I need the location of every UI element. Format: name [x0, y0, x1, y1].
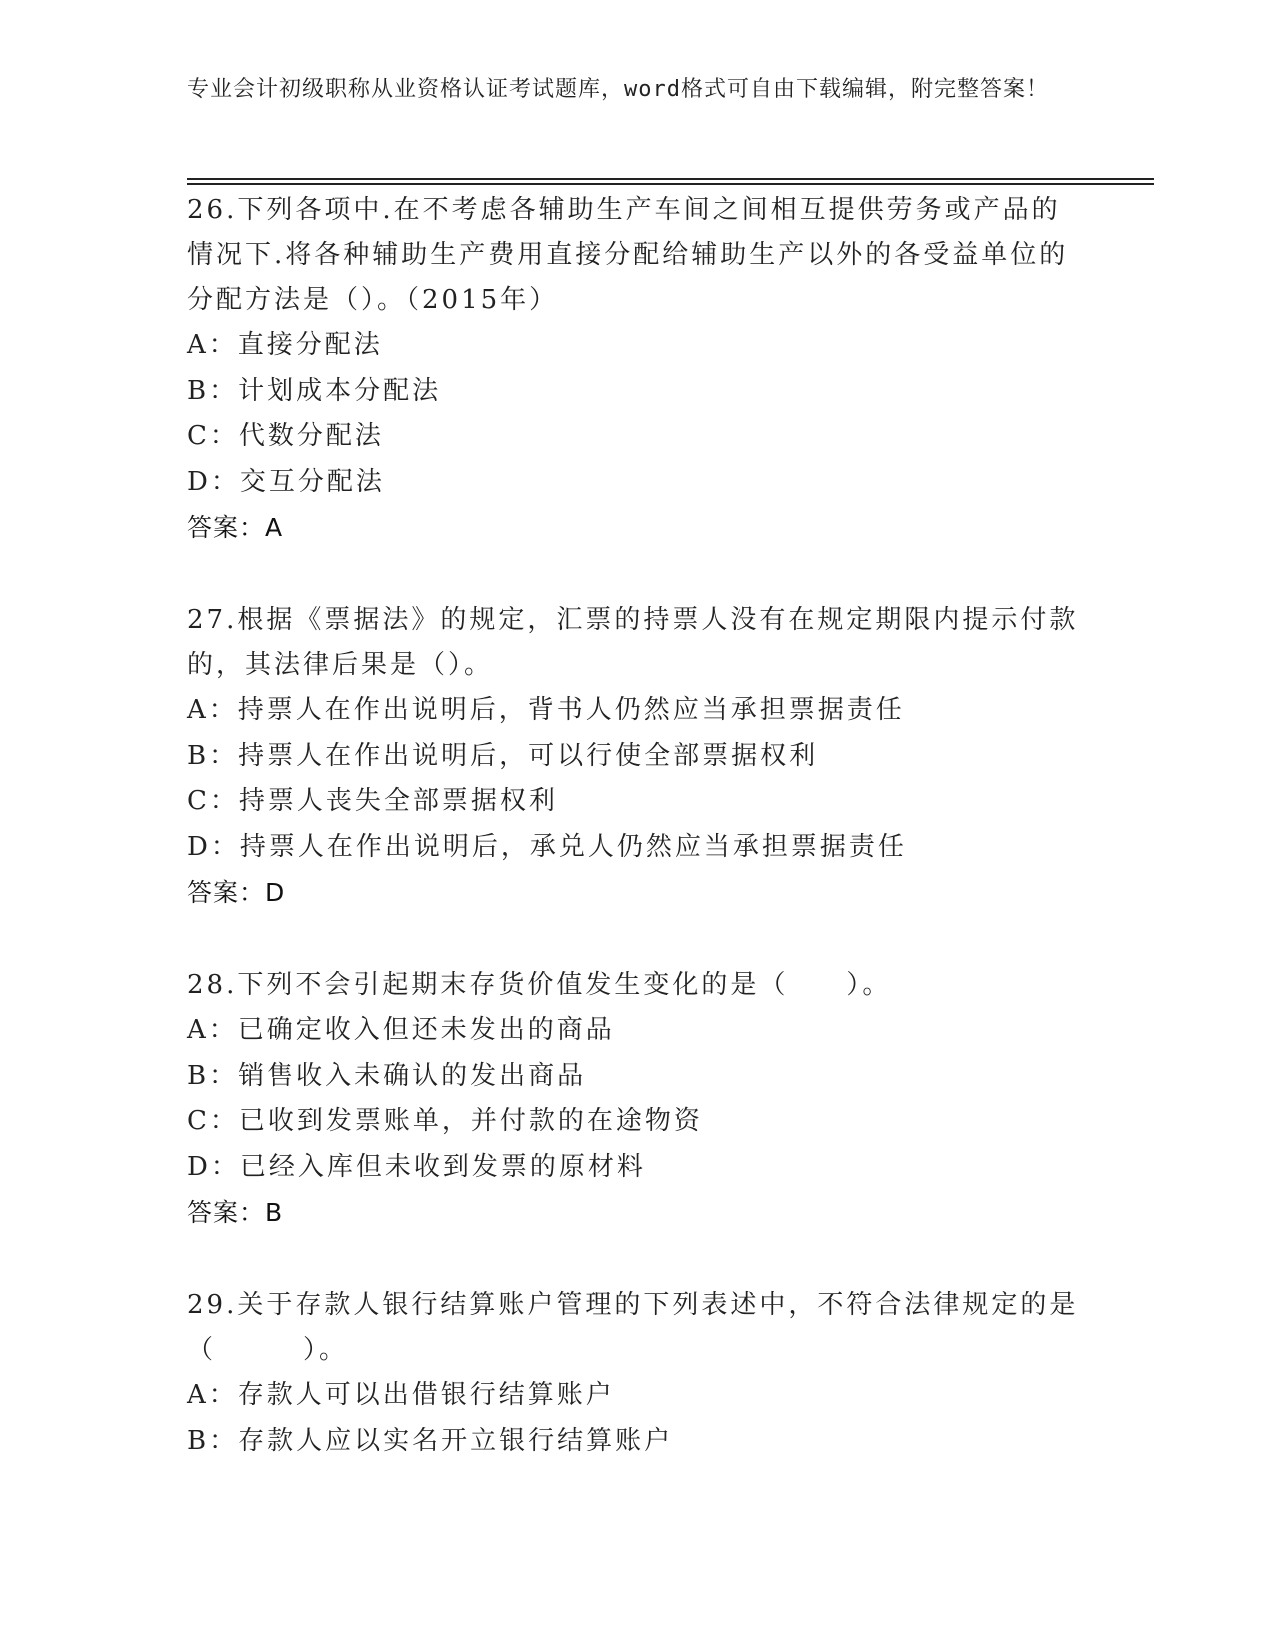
option-a: A：已确定收入但还未发出的商品 [187, 1015, 615, 1045]
question-stem: 28.下列不会引起期末存货价值发生变化的是（ ）。 [187, 970, 892, 1000]
option-a: A：存款人可以出借银行结算账户 [187, 1380, 615, 1410]
option-c: C：持票人丧失全部票据权利 [187, 786, 558, 816]
option-d: D：持票人在作出说明后，承兑人仍然应当承担票据责任 [187, 831, 907, 862]
header-divider-secondary [187, 183, 1154, 185]
question-26 [187, 188, 1087, 551]
option-d: D：交互分配法 [187, 466, 385, 497]
option-a: A：直接分配法 [187, 330, 383, 360]
question-stem: 26.下列各项中.在不考虑各辅助生产车间之间相互提供劳务或产品的情况下.将各种辅助生产费用直接分配给辅助生产以外的各受益单位的分配方法是（）。（2015年） [187, 195, 1069, 315]
answer-line: 答案：B [187, 1198, 284, 1227]
option-b: B：计划成本分配法 [187, 375, 442, 406]
question-list [187, 188, 1087, 1511]
option-d: D：已经入库但未收到发票的原材料 [187, 1151, 646, 1182]
question-stem: 29.关于存款人银行结算账户管理的下列表述中，不符合法律规定的是（ ）。 [187, 1290, 1079, 1365]
option-c: C：已收到发票账单，并付款的在途物资 [187, 1106, 703, 1136]
option-c: C：代数分配法 [187, 421, 384, 451]
answer-line: 答案：D [187, 878, 286, 907]
question-29 [187, 1283, 1087, 1464]
option-b: B：销售收入未确认的发出商品 [187, 1060, 587, 1091]
answer-line: 答案：A [187, 513, 284, 542]
question-28 [187, 963, 1087, 1236]
option-b: B：存款人应以实名开立银行结算账户 [187, 1425, 674, 1456]
header-divider [187, 178, 1154, 180]
option-a: A：持票人在作出说明后，背书人仍然应当承担票据责任 [187, 695, 905, 725]
question-stem: 27.根据《票据法》的规定，汇票的持票人没有在规定期限内提示付款的，其法律后果是（）。 [187, 605, 1079, 680]
document-header: 专业会计初级职称从业资格认证考试题库，word格式可自由下载编辑，附完整答案！ [187, 77, 1049, 102]
question-27 [187, 598, 1087, 916]
option-b: B：持票人在作出说明后，可以行使全部票据权利 [187, 740, 819, 771]
